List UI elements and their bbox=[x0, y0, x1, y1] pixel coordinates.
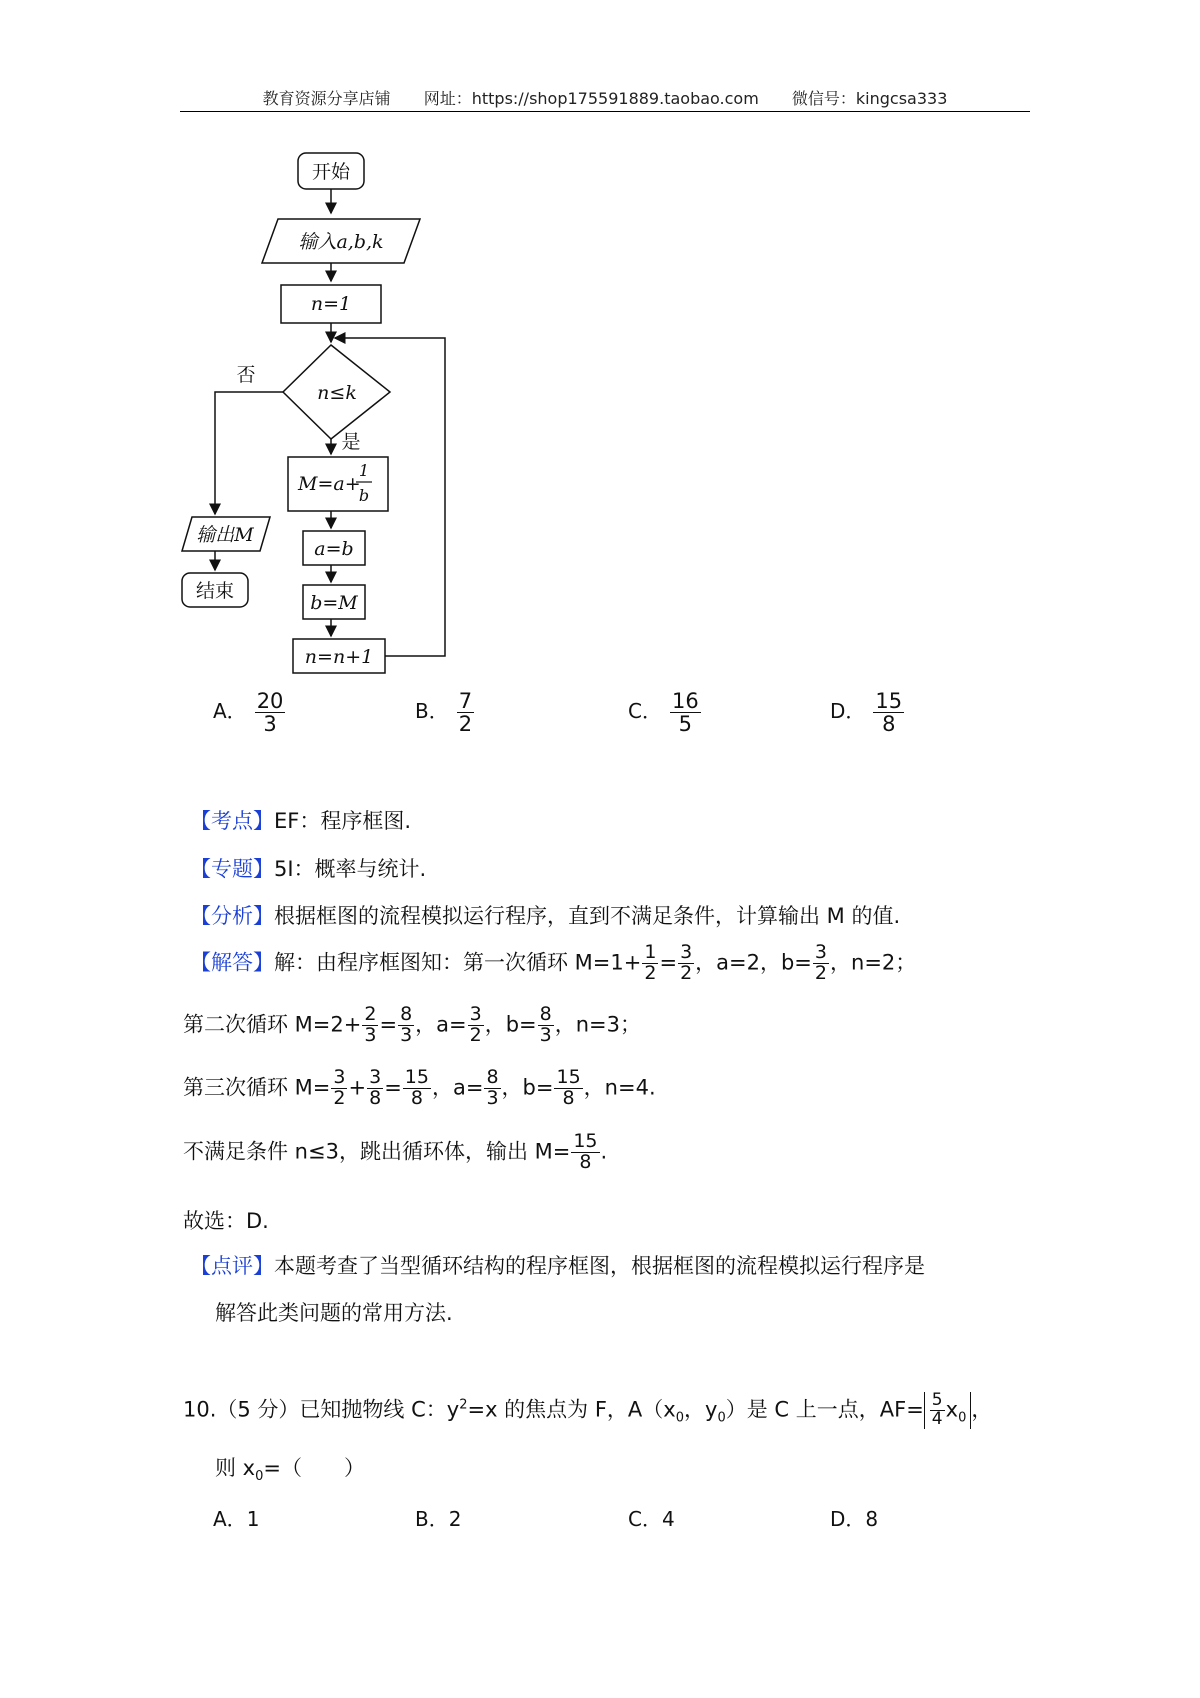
zhuanti-text: 5I：概率与统计. bbox=[274, 857, 427, 881]
option-fraction: $\frac{16}{5}$ bbox=[671, 689, 699, 737]
jieda-line-4: 不满足条件 n≤3，跳出循环体，输出 M= $\frac{15}{8}$ . bbox=[183, 1130, 608, 1173]
option-fraction: $\frac{15}{8}$ bbox=[875, 689, 903, 737]
no-label: 否 bbox=[236, 364, 256, 386]
step-m-num: 1 bbox=[358, 461, 370, 480]
fraction: $\frac{3}{2}$ bbox=[469, 1003, 482, 1046]
kaodian-text: EF：程序框图. bbox=[274, 809, 412, 833]
q10-option-c[interactable]: C．4 bbox=[628, 1507, 675, 1531]
q9-option-a[interactable] bbox=[213, 690, 286, 735]
option-letter: B． bbox=[415, 699, 449, 724]
q10-option-a[interactable]: A．1 bbox=[213, 1507, 260, 1531]
q10-stem-line-2: 则 $x_0=$（ ） bbox=[215, 1456, 365, 1485]
init-label: n=1 bbox=[310, 293, 352, 315]
fraction: $\frac{3}{2}$ bbox=[680, 941, 693, 984]
option-fraction: $\frac{20}{3}$ bbox=[256, 689, 284, 737]
q9-option-c[interactable] bbox=[628, 690, 702, 735]
end-label: 结束 bbox=[195, 580, 235, 602]
kaodian-tag: 【考点】 bbox=[190, 809, 274, 833]
page-header bbox=[180, 86, 1030, 109]
dianping-tag: 【点评】 bbox=[190, 1254, 274, 1278]
option-letter: A． bbox=[213, 699, 247, 724]
fraction: $\frac{3}{8}$ bbox=[369, 1066, 382, 1109]
q9-option-b[interactable] bbox=[415, 690, 475, 735]
fenxi-line bbox=[190, 900, 900, 930]
header-wechat: 微信号：kingcsa333 bbox=[791, 89, 948, 108]
zhuanti-tag: 【专题】 bbox=[190, 857, 274, 881]
q10-option-d[interactable]: D．8 bbox=[830, 1507, 879, 1531]
fraction: $\frac{8}{3}$ bbox=[400, 1003, 413, 1046]
fraction: $\frac{15}{8}$ bbox=[556, 1066, 581, 1109]
fraction: $\frac{8}{3}$ bbox=[539, 1003, 552, 1046]
fraction: $\frac{15}{8}$ bbox=[573, 1130, 598, 1173]
option-letter: C． bbox=[628, 699, 662, 724]
jieda-line-3: 第三次循环 M= $\frac{3}{2}$ + $\frac{3}{8}$ = $\frac{15}{8}$ ，a= $\frac{8}{3}$ ，b= $\frac{15}{8}$ ，n=4. bbox=[183, 1066, 656, 1109]
output-label: 输出M bbox=[196, 524, 254, 546]
kaodian-line bbox=[190, 805, 411, 835]
yes-label: 是 bbox=[341, 431, 361, 453]
jieda-line-1: 【解答】解：由程序框图知：第一次循环 M=1+ $\frac{1}{2}$ = $\frac{3}{2}$ ，a=2，b= $\frac{3}{2}$ ，n=2； bbox=[190, 941, 917, 984]
header-shop: 教育资源分享店铺 bbox=[262, 89, 391, 108]
option-fraction: $\frac{7}{2}$ bbox=[458, 689, 473, 737]
header-url: 网址：https://shop175591889.taobao.com bbox=[423, 89, 759, 108]
dianping-line-1: 【点评】本题考查了当型循环结构的程序框图，根据框图的流程模拟运行程序是 bbox=[190, 1254, 925, 1278]
fraction: $\frac{3}{2}$ bbox=[333, 1066, 346, 1109]
input-label: 输入a,b,k bbox=[298, 231, 384, 253]
fraction: $\frac{15}{8}$ bbox=[404, 1066, 429, 1109]
step-n-label: n=n+1 bbox=[304, 646, 374, 668]
fenxi-tag: 【分析】 bbox=[190, 904, 274, 928]
zhuanti-line bbox=[190, 853, 426, 883]
q9-option-d[interactable] bbox=[830, 690, 905, 735]
dianping-line-2: 解答此类问题的常用方法. bbox=[215, 1301, 453, 1325]
step-m-den: b bbox=[358, 486, 370, 505]
step-b-label: b=M bbox=[310, 592, 358, 614]
fraction: $\frac{8}{3}$ bbox=[486, 1066, 499, 1109]
step-a-label: a=b bbox=[314, 538, 354, 560]
fraction: $\frac{3}{2}$ bbox=[814, 941, 828, 984]
fraction: $\frac{2}{3}$ bbox=[364, 1003, 377, 1046]
condition-label: n≤k bbox=[317, 382, 357, 404]
q10-stem: 10.（5 分）已知抛物线 C：$y^2=x$ 的焦点为 F，$A(x_0$，$y_0$）是 C 上一点，AF= $\frac{5}{4}$ $x_0$ ， bbox=[183, 1390, 993, 1429]
jieda-tag: 【解答】 bbox=[190, 950, 274, 975]
flowchart bbox=[180, 145, 480, 685]
option-letter: D． bbox=[830, 699, 866, 724]
fraction: $\frac{1}{2}$ bbox=[644, 941, 657, 984]
answer-line: 故选：D. bbox=[183, 1209, 269, 1233]
header-divider bbox=[180, 111, 1030, 112]
abs-value: $\frac{5}{4}$ $x_0$ bbox=[924, 1392, 972, 1429]
step-m-prefix: M=a+ bbox=[298, 473, 361, 495]
q10-option-b[interactable]: B．2 bbox=[415, 1507, 462, 1531]
fenxi-text: 根据框图的流程模拟运行程序，直到不满足条件，计算输出 M 的值. bbox=[274, 904, 901, 928]
jieda-line-2: 第二次循环 M=2+ $\frac{2}{3}$ = $\frac{8}{3}$ ，a= $\frac{3}{2}$ ，b= $\frac{8}{3}$ ，n=3； bbox=[183, 1003, 642, 1046]
start-label: 开始 bbox=[311, 161, 351, 183]
